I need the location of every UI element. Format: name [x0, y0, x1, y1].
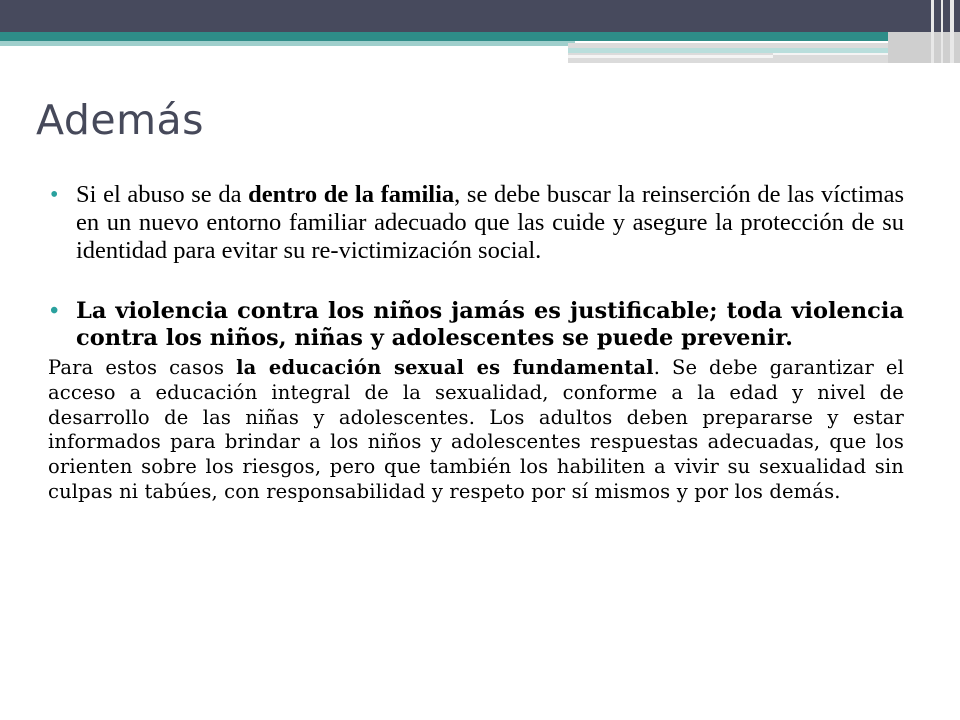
- bullet-text-end: , se debe buscar la reinserción de las víctimas en un nuevo entorno familiar adecuado que las cuide y asegure la protección de su identidad para evitar su re-victimización social.: [76, 181, 905, 264]
- header-vertical-line-3: [950, 0, 954, 63]
- paragraph-text-end: . Se debe garantizar el acceso a educación integral de la sexualidad, conforme a la edad y nivel de desarrollo de las niñas y adolescentes. Los adultos deben prepararse y estar informados para brindar a los niños y adolescentes respuestas adecuadas, que los orienten sobre los riesgos, pero que también los habiliten a vivir su sexualidad sin culpas ni tabúes, con responsabilidad y respeto por sí mismos y por los demás.: [48, 356, 905, 503]
- bullet-bold-statement: La violencia contra los niños jamás es justificable; toda violencia contra los niños, niñas y adolescentes se puede prevenir.: [76, 298, 904, 351]
- header-vertical-line-1: [931, 0, 934, 63]
- paragraph-bold-text: la educación sexual es fundamental: [236, 356, 654, 379]
- bullet-item-violence: [48, 298, 904, 352]
- paragraph-text-start: Para estos casos: [48, 356, 237, 379]
- bullet-item-family: [48, 181, 904, 265]
- header-grey-end: [888, 32, 960, 63]
- slide-content: [48, 181, 904, 505]
- header-dark-band: [0, 0, 960, 32]
- header-teal-band: [0, 32, 960, 41]
- header-white-line: [568, 55, 773, 58]
- bullet-dot-icon: •: [50, 298, 59, 324]
- bullet-bold-text: dentro de la familia: [248, 181, 455, 208]
- header-light-teal-strip: [568, 48, 888, 53]
- header-vertical-line-2: [941, 0, 943, 63]
- header-teal-strip-left: [0, 41, 575, 46]
- slide-title: Además: [36, 96, 205, 144]
- education-paragraph: [48, 356, 904, 505]
- bullet-text-start: Si el abuso se da: [76, 181, 249, 208]
- bullet-dot-icon: •: [50, 182, 59, 208]
- header-white-line-2: [773, 53, 888, 55]
- header-decoration: [0, 0, 960, 80]
